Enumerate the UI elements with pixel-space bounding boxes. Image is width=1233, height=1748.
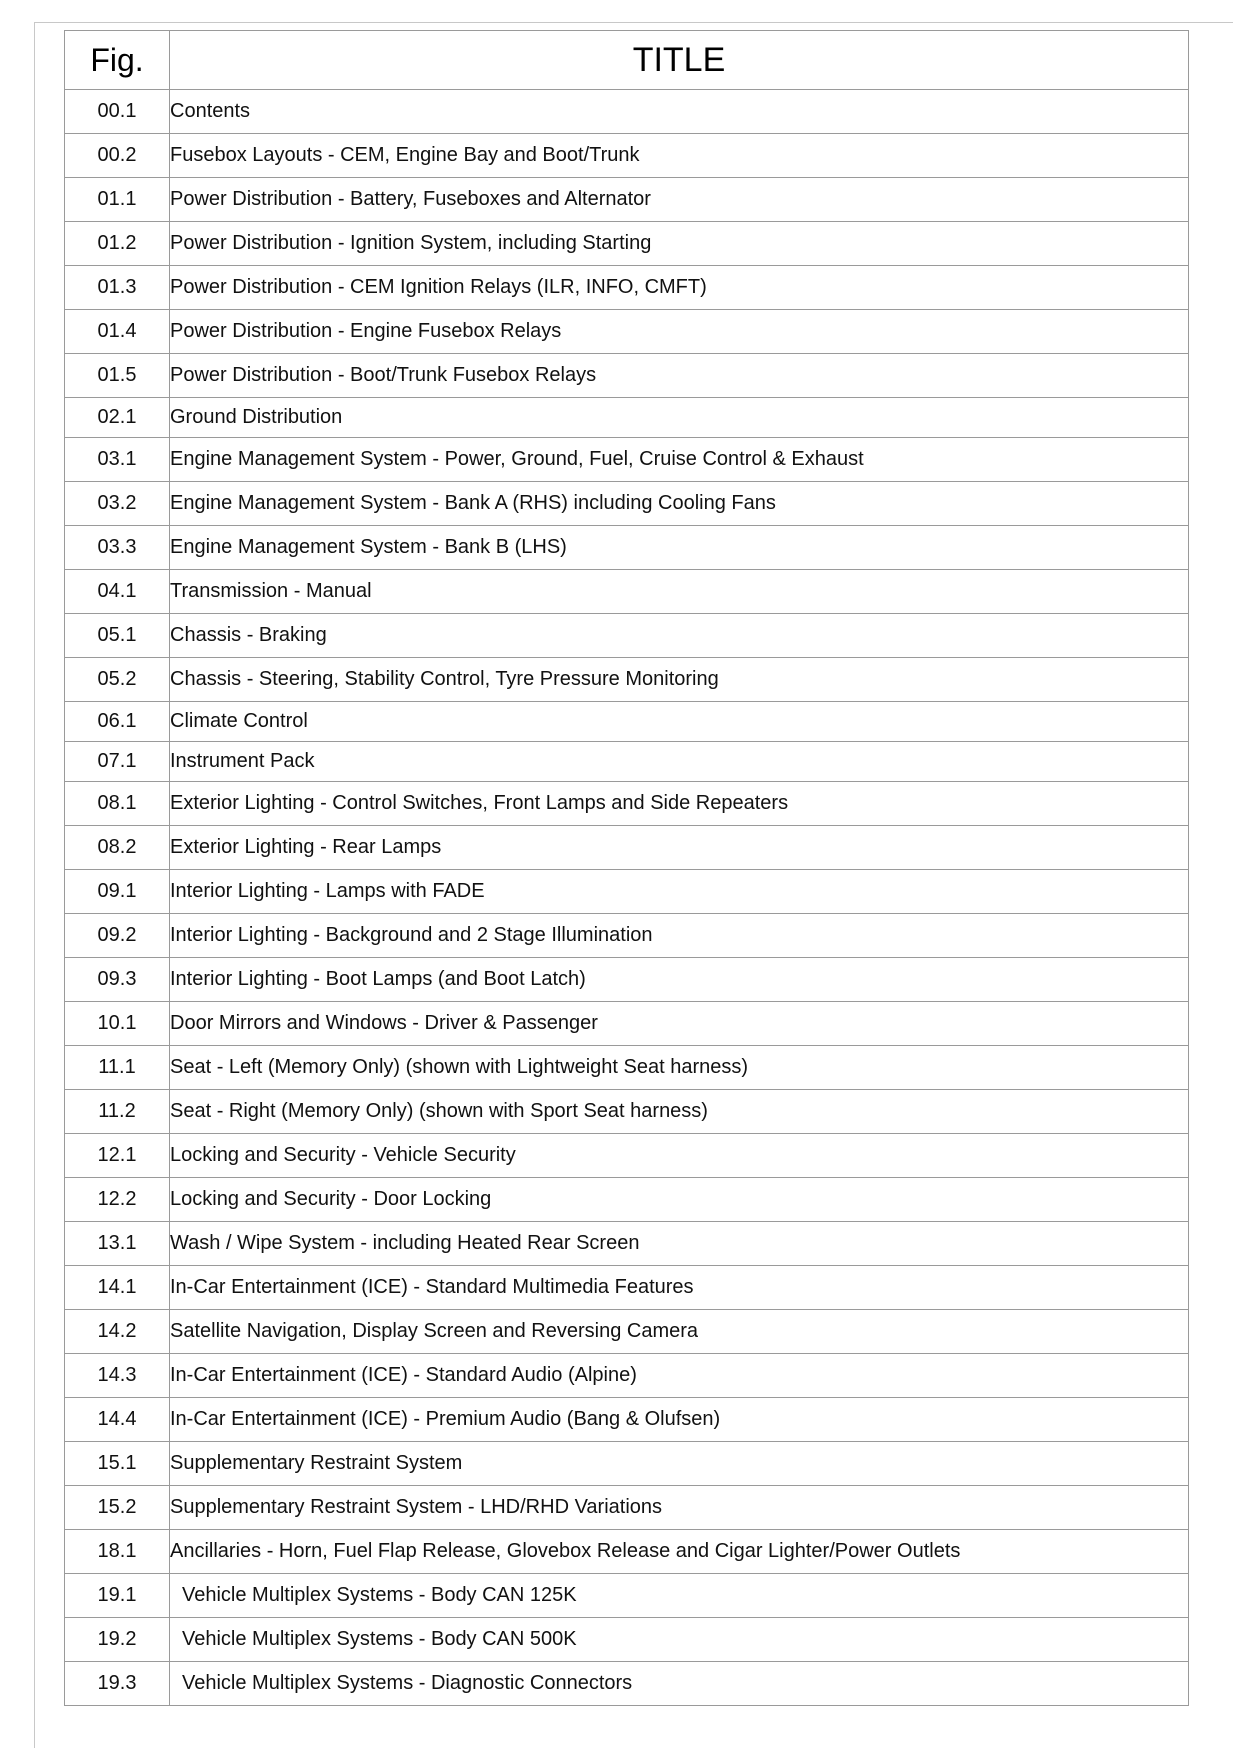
figure-title: Power Distribution - Battery, Fuseboxes and Alternator [170, 178, 1189, 222]
table-row [65, 1354, 1189, 1398]
figure-title: Transmission - Manual [170, 570, 1189, 614]
table-row [65, 1398, 1189, 1442]
table-row [65, 222, 1189, 266]
figure-title: Power Distribution - CEM Ignition Relays (ILR, INFO, CMFT) [170, 266, 1189, 310]
figure-number: 14.3 [65, 1354, 170, 1398]
figure-number: 14.4 [65, 1398, 170, 1442]
figure-title: Supplementary Restraint System [170, 1442, 1189, 1486]
figure-title: Contents [170, 90, 1189, 134]
table-row [65, 310, 1189, 354]
figure-title: Chassis - Braking [170, 614, 1189, 658]
figure-number: 11.1 [65, 1046, 170, 1090]
table-row [65, 398, 1189, 438]
figure-title: Locking and Security - Door Locking [170, 1178, 1189, 1222]
figure-title: Engine Management System - Bank A (RHS) including Cooling Fans [170, 482, 1189, 526]
table-row [65, 1486, 1189, 1530]
figure-number: 01.1 [65, 178, 170, 222]
figure-number: 11.2 [65, 1090, 170, 1134]
contents-rows [65, 90, 1189, 1706]
table-row [65, 1222, 1189, 1266]
figure-title: Wash / Wipe System - including Heated Rear Screen [170, 1222, 1189, 1266]
table-row [65, 1310, 1189, 1354]
table-row [65, 1090, 1189, 1134]
table-row [65, 958, 1189, 1002]
table-row [65, 1618, 1189, 1662]
figure-number: 00.1 [65, 90, 170, 134]
table-row [65, 1662, 1189, 1706]
table-row [65, 1530, 1189, 1574]
table-row [65, 1046, 1189, 1090]
figure-title: Engine Management System - Bank B (LHS) [170, 526, 1189, 570]
table-row [65, 826, 1189, 870]
figure-number: 08.1 [65, 782, 170, 826]
figure-title: Ground Distribution [170, 398, 1189, 438]
table-row [65, 482, 1189, 526]
table-row [65, 782, 1189, 826]
figure-number: 03.2 [65, 482, 170, 526]
figure-number: 09.1 [65, 870, 170, 914]
figure-number: 03.1 [65, 438, 170, 482]
figure-title: Chassis - Steering, Stability Control, Tyre Pressure Monitoring [170, 658, 1189, 702]
table-row [65, 266, 1189, 310]
table-row [65, 702, 1189, 742]
figure-number: 07.1 [65, 742, 170, 782]
table-row [65, 870, 1189, 914]
figure-number: 05.2 [65, 658, 170, 702]
table-row [65, 134, 1189, 178]
figure-title: Seat - Right (Memory Only) (shown with Sport Seat harness) [170, 1090, 1189, 1134]
table-row [65, 90, 1189, 134]
figure-title: Supplementary Restraint System - LHD/RHD Variations [170, 1486, 1189, 1530]
figure-number: 19.2 [65, 1618, 170, 1662]
figure-title: Power Distribution - Boot/Trunk Fusebox Relays [170, 354, 1189, 398]
figure-title: In-Car Entertainment (ICE) - Standard Multimedia Features [170, 1266, 1189, 1310]
figure-title: Interior Lighting - Lamps with FADE [170, 870, 1189, 914]
figure-title: Vehicle Multiplex Systems - Body CAN 125K [170, 1574, 1189, 1618]
figure-title: Exterior Lighting - Control Switches, Front Lamps and Side Repeaters [170, 782, 1189, 826]
figure-title: Locking and Security - Vehicle Security [170, 1134, 1189, 1178]
figure-number: 09.2 [65, 914, 170, 958]
table-row [65, 438, 1189, 482]
figure-title: Exterior Lighting - Rear Lamps [170, 826, 1189, 870]
table-row [65, 658, 1189, 702]
figure-title: Interior Lighting - Background and 2 Stage Illumination [170, 914, 1189, 958]
table-row [65, 1574, 1189, 1618]
figure-title: In-Car Entertainment (ICE) - Premium Audio (Bang & Olufsen) [170, 1398, 1189, 1442]
figure-number: 15.2 [65, 1486, 170, 1530]
figure-number: 10.1 [65, 1002, 170, 1046]
figure-number: 09.3 [65, 958, 170, 1002]
title-column-header: TITLE [170, 31, 1189, 90]
table-row [65, 914, 1189, 958]
figure-number: 14.2 [65, 1310, 170, 1354]
figure-title: Power Distribution - Ignition System, including Starting [170, 222, 1189, 266]
figure-title: Ancillaries - Horn, Fuel Flap Release, Glovebox Release and Cigar Lighter/Power Outlets [170, 1530, 1189, 1574]
figure-title: Climate Control [170, 702, 1189, 742]
figure-title: Interior Lighting - Boot Lamps (and Boot Latch) [170, 958, 1189, 1002]
figure-number: 01.5 [65, 354, 170, 398]
figure-title: Vehicle Multiplex Systems - Diagnostic Connectors [170, 1662, 1189, 1706]
figure-number: 01.4 [65, 310, 170, 354]
page-edge-left [34, 22, 35, 1748]
figure-title: Door Mirrors and Windows - Driver & Passenger [170, 1002, 1189, 1046]
figure-number: 19.1 [65, 1574, 170, 1618]
figure-title: Power Distribution - Engine Fusebox Relays [170, 310, 1189, 354]
contents-table [64, 30, 1189, 1706]
figure-number: 12.1 [65, 1134, 170, 1178]
figure-number: 19.3 [65, 1662, 170, 1706]
table-row [65, 354, 1189, 398]
figure-number: 13.1 [65, 1222, 170, 1266]
table-row [65, 178, 1189, 222]
table-row [65, 1178, 1189, 1222]
figure-number: 00.2 [65, 134, 170, 178]
figure-title: In-Car Entertainment (ICE) - Standard Audio (Alpine) [170, 1354, 1189, 1398]
figure-title: Seat - Left (Memory Only) (shown with Lightweight Seat harness) [170, 1046, 1189, 1090]
figure-number: 12.2 [65, 1178, 170, 1222]
fig-column-header: Fig. [65, 31, 170, 90]
figure-title: Engine Management System - Power, Ground, Fuel, Cruise Control & Exhaust [170, 438, 1189, 482]
figure-number: 14.1 [65, 1266, 170, 1310]
figure-number: 01.3 [65, 266, 170, 310]
table-row [65, 1442, 1189, 1486]
page-edge-top [34, 22, 1233, 23]
table-row [65, 1266, 1189, 1310]
figure-number: 05.1 [65, 614, 170, 658]
header-row [65, 31, 1189, 90]
figure-number: 04.1 [65, 570, 170, 614]
figure-number: 15.1 [65, 1442, 170, 1486]
figure-number: 18.1 [65, 1530, 170, 1574]
figure-number: 02.1 [65, 398, 170, 438]
figure-title: Fusebox Layouts - CEM, Engine Bay and Boot/Trunk [170, 134, 1189, 178]
figure-number: 01.2 [65, 222, 170, 266]
figure-number: 06.1 [65, 702, 170, 742]
figure-title: Vehicle Multiplex Systems - Body CAN 500K [170, 1618, 1189, 1662]
figure-title: Satellite Navigation, Display Screen and Reversing Camera [170, 1310, 1189, 1354]
table-row [65, 1002, 1189, 1046]
figure-title: Instrument Pack [170, 742, 1189, 782]
table-row [65, 570, 1189, 614]
figure-number: 03.3 [65, 526, 170, 570]
table-row [65, 526, 1189, 570]
table-row [65, 742, 1189, 782]
figure-number: 08.2 [65, 826, 170, 870]
table-row [65, 614, 1189, 658]
table-row [65, 1134, 1189, 1178]
